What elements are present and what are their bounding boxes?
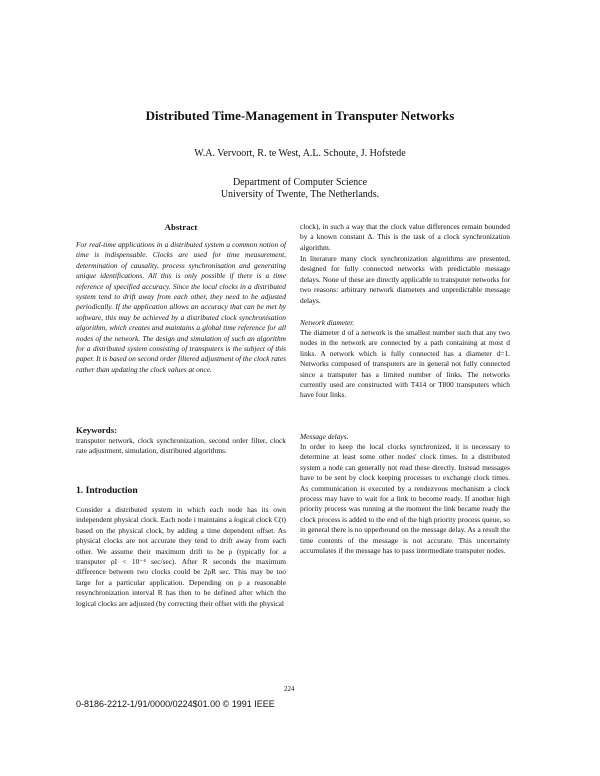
network-diameter-heading: Network diameter. — [300, 318, 355, 327]
affiliation-department: Department of Computer Science — [232, 177, 368, 188]
copyright-footer: 0-8186-2212-1/91/0000/0224$01.00 © 1991 IEEE — [76, 699, 275, 709]
right-paragraph-2: In literature many clock synchronization algorithms are presented, designed for fully connected networks with predictable message delays. None of these are directly applicable to transputer networks for two reasons: arbitrary network diameters and unpredictable message delays. — [300, 254, 510, 305]
keywords-heading: Keywords: — [76, 425, 118, 435]
introduction-heading: 1. Introduction — [76, 485, 138, 496]
paper-title: Distributed Time-Management in Transputer Networks — [145, 108, 455, 123]
introduction-text: Consider a distributed system in which each node has its own independent physical clock. Each node i maintains a logical clock C(t) based on the physical clock, by adding a time dependent offset. As physical clocks are not accurate they tend to drift away from each other. We assume their maximum drift to be ρ (typically for a transputer ρI < 10⁻⁴ sec/sec). After R seconds the maximum difference between two clocks could be 2ρR sec. This may be too large for a particular application. Depending on ρ a reasonable resynchronization interval R has then to be defined after which the logical clocks are adjusted (by correcting their offset with the physical — [76, 505, 286, 608]
author-list: W.A. Vervoort, R. te West, A.L. Schoute, J. Hofstede — [194, 148, 406, 159]
abstract-text: For real-time applications in a distributed system a common notion of time is indispensable. Clocks are used for time measurement, determination of causality, process synchronisation and generating unique identifications. All this is only possible if there is a time reference of specified accuracy. Since the local clocks in a distributed system tend to drift away from each other, they need to be adjusted periodically. If the application allows an accuracy that can be met by software, this may be achieved by a distributed clock synchronisation algorithm, which creates and maintains a global time reference for all nodes of the network. The design and simulation of such an algorithm for a distributed system consisting of transputers is the subject of this paper. It is based on second order filtered adjustment of the clock rates rather than updating the clock values at once. — [76, 240, 286, 374]
right-paragraph-1: clock), in such a way that the clock value differences remain bounded by a known constant Δ. This is the task of a clock synchronization algorithm. — [300, 222, 510, 252]
affiliation-university: University of Twente, The Netherlands. — [220, 189, 380, 200]
message-delays-text: In order to keep the local clocks synchronized, it is necessary to determine at least some other nodes' clock times. In a distributed system a node can generally not read these directly. Instead messages have to be sent by clock keeping processes to exchange clock times. As communication is executed by a rendezvous mechanism a clock process may have to wait for a link to become ready. If another high priority process was running at the moment the link became ready the clock process is added to the end of the high priority process queue, so in general there is no upperbound on the message delay. As a result the time contents of the message is not accurate. This uncertainty accumulates if the message has to pass intermediate transputer nodes. — [300, 442, 510, 556]
page-number: 224 — [284, 685, 295, 693]
abstract-heading: Abstract — [164, 222, 198, 232]
message-delays-heading: Message delays. — [300, 432, 349, 441]
network-diameter-text: The diameter d of a network is the smallest number such that any two nodes in the network are connected by a path containing at most d links. A network which is fully connected has a diameter d=1. Networks composed of transputers are in general not fully connected since a transputer has a limited number of links. The networks currently used are constructed with T414 or T800 transputers which have four links. — [300, 328, 510, 400]
affiliation — [0, 177, 600, 201]
keywords-text: transputer network, clock synchronization, second order filter, clock rate adjustment, simulation, distributed algorithms. — [76, 436, 286, 456]
